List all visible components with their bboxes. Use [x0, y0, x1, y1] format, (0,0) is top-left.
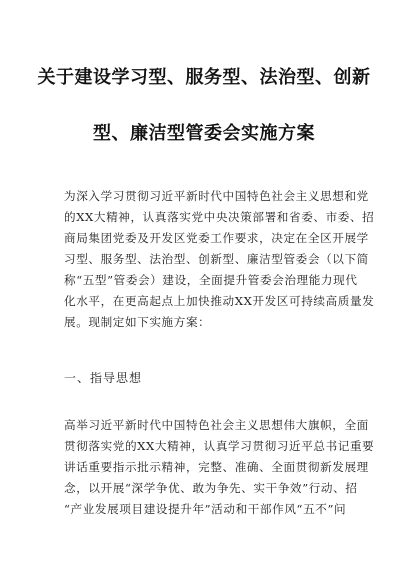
section-paragraph-line: “产业发展项目建设提升年”活动和干部作风“五不”问: [64, 502, 347, 516]
intro-paragraph-line: 商局集团党委及开发区党委工作要求，决定在全区开展学: [64, 231, 369, 245]
intro-paragraph-line: 的XX大精神，认真落实党中央决策部署和省委、市委、招: [64, 210, 375, 224]
section-heading: 一、指导思想: [64, 371, 143, 385]
document-title-line-2: 型、廉洁型管委会实施方案: [93, 123, 315, 144]
intro-paragraph-line: 称“五型”管委会）建设，全面提升管委会治理能力现代: [64, 273, 358, 287]
intro-paragraph-line: 习型、服务型、法治型、创新型、廉洁型管委会（以下简: [64, 252, 369, 266]
section-paragraph-line: 念，以开展“深学争优、敢为争先、实干争效”行动、招: [64, 481, 358, 495]
document-title-line-1: 关于建设学习型、服务型、法治型、创新: [37, 67, 371, 88]
intro-paragraph-line: 化水平，在更高起点上加快推动XX开发区可持续高质量发: [64, 294, 375, 308]
section-paragraph-line: 贯彻落实党的XX大精神，认真学习贯彻习近平总书记重要: [64, 439, 375, 453]
section-paragraph-line: 讲话重要指示批示精神，完整、准确、全面贯彻新发展理: [64, 460, 369, 474]
intro-paragraph-line: 展。现制定如下实施方案：: [64, 315, 211, 329]
section-paragraph-line: 高举习近平新时代中国特色社会主义思想伟大旗帜，全面: [64, 418, 369, 432]
intro-paragraph-line: 为深入学习贯彻习近平新时代中国特色社会主义思想和党: [64, 189, 369, 203]
